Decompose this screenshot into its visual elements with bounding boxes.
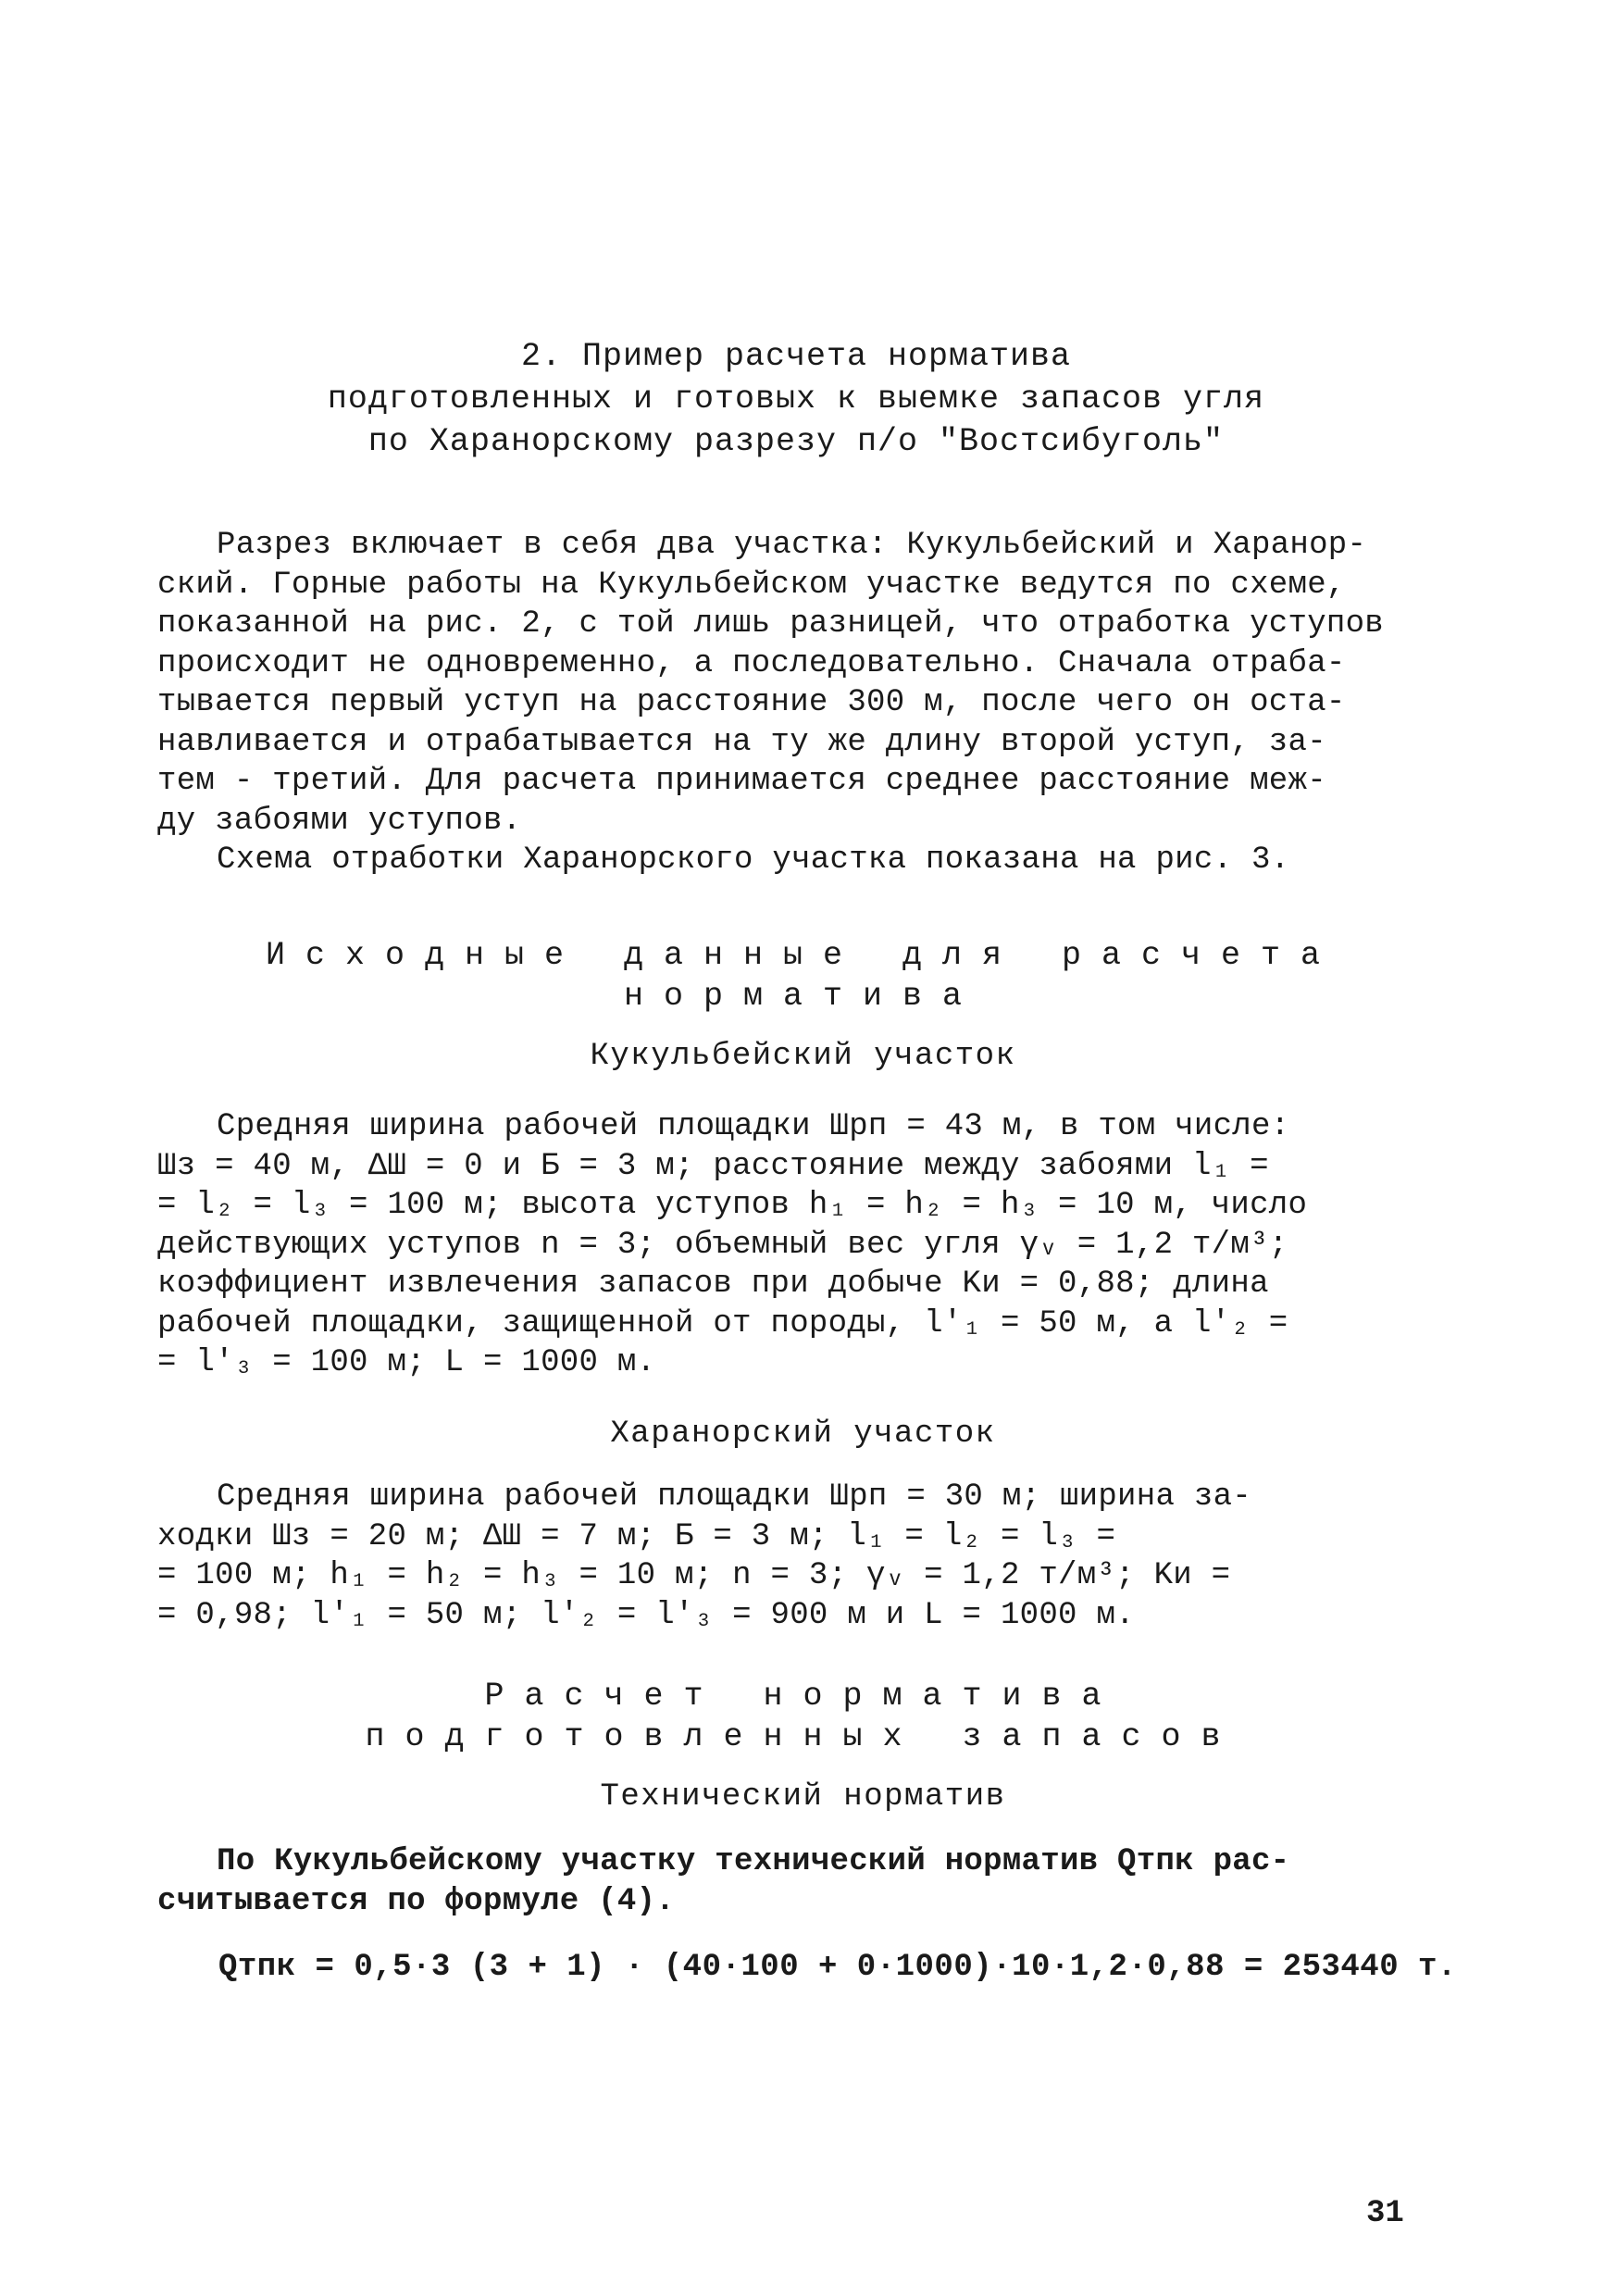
technical-line: считывается по формуле (4). bbox=[157, 1883, 675, 1919]
intro-line: тем - третий. Для расчета принимается среднее расстояние меж- bbox=[157, 764, 1326, 799]
kukulbei-line: = l₂ = l₃ = 100 м; высота уступов h₁ = h₂ = h₃ = 10 м, число bbox=[157, 1188, 1308, 1223]
kukulbei-line: Средняя ширина рабочей площадки Шрп = 43 м, в том числе: bbox=[217, 1109, 1290, 1144]
kukulbei-line: Шз = 40 м, ΔШ = 0 и Б = 3 м; расстояние между забоями l₁ = bbox=[157, 1148, 1269, 1184]
initial-data-heading-line-2: норматива bbox=[623, 978, 983, 1015]
kharanor-line: Средняя ширина рабочей площадки Шрп = 30 м; ширина за- bbox=[217, 1479, 1251, 1515]
technical-line: По Кукульбейскому участку технический норматив Qтпк рас- bbox=[217, 1844, 1290, 1879]
kharanor-paragraph bbox=[157, 1478, 1449, 1635]
intro-line: навливается и отрабатывается на ту же длину второй уступ, за- bbox=[157, 724, 1326, 760]
calculation-heading-line-1: Расчет норматива bbox=[484, 1678, 1122, 1715]
technical-norm-formula: Qтпк = 0,5·3 (3 + 1) · (40·100 + 0·1000)·10·1,2·0,88 = 253440 т. bbox=[218, 1950, 1457, 1985]
kukulbei-line: = l'₃ = 100 м; L = 1000 м. bbox=[157, 1345, 656, 1380]
intro-line: тывается первый уступ на расстояние 300 м, после чего он оста- bbox=[157, 685, 1346, 720]
kukulbei-line: коэффициент извлечения запасов при добыче Kи = 0,88; длина bbox=[157, 1267, 1269, 1302]
title-line-2: подготовленных и готовых к выемке запасов угля bbox=[327, 381, 1265, 418]
scheme-reference-line: Схема отработки Харанорского участка показана на рис. 3. bbox=[217, 842, 1290, 878]
initial-data-heading-line-1: Исходные данные для расчета bbox=[265, 937, 1341, 974]
intro-line: ду забоями уступов. bbox=[157, 803, 522, 839]
intro-line: показанной на рис. 2, с той лишь разницей, что отработка уступов bbox=[157, 606, 1385, 642]
kukulbei-line: рабочей площадки, защищенной от породы, l'₁ = 50 м, а l'₂ = bbox=[157, 1305, 1288, 1341]
intro-line: Разрез включает в себя два участка: Кукульбейский и Харанор- bbox=[217, 528, 1367, 563]
page-number: 31 bbox=[1366, 2196, 1404, 2231]
section-title bbox=[157, 335, 1435, 463]
intro-line: ский. Горные работы на Кукульбейском участке ведутся по схеме, bbox=[157, 567, 1346, 603]
kharanor-line: = 0,98; l'₁ = 50 м; l'₂ = l'₃ = 900 м и L = 1000 м. bbox=[157, 1597, 1135, 1633]
technical-norm-heading: Технический норматив bbox=[600, 1779, 1006, 1815]
intro-paragraph bbox=[157, 526, 1449, 880]
kukulbei-line: действующих уступов n = 3; объемный вес угля γᵥ = 1,2 т/м³; bbox=[157, 1227, 1288, 1263]
calculation-heading bbox=[157, 1676, 1449, 1757]
initial-data-heading bbox=[157, 935, 1449, 1017]
technical-paragraph bbox=[157, 1842, 1449, 1921]
intro-line: происходит не одновременно, а последовательно. Сначала отраба- bbox=[157, 645, 1346, 681]
title-line-1: 2. Пример расчета норматива bbox=[520, 338, 1072, 375]
kharanor-line: = 100 м; h₁ = h₂ = h₃ = 10 м; n = 3; γᵥ = 1,2 т/м³; Kи = bbox=[157, 1558, 1231, 1593]
kharanor-heading: Харанорский участок bbox=[610, 1416, 996, 1452]
kharanor-line: ходки Шз = 20 м; ΔШ = 7 м; Б = 3 м; l₁ = l₂ = l₃ = bbox=[157, 1518, 1116, 1554]
kukulbei-paragraph bbox=[157, 1107, 1449, 1383]
title-line-3: по Харанорскому разрезу п/о "Востсибуголь" bbox=[367, 423, 1225, 460]
calculation-heading-line-2: подготовленных запасов bbox=[365, 1718, 1241, 1755]
kukulbei-heading: Кукульбейский участок bbox=[590, 1039, 1016, 1074]
